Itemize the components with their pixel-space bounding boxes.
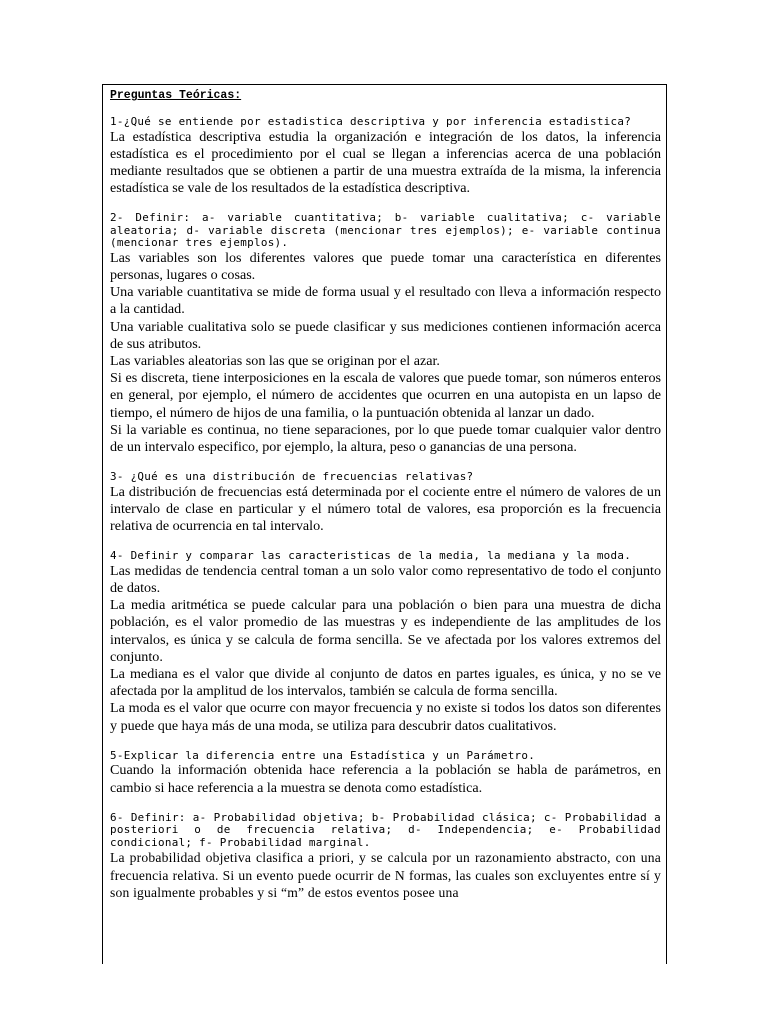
- question-4: 4- Definir y comparar las caracteristicas de la media, la mediana y la moda.: [110, 549, 632, 563]
- answer-4-paragraph: La media aritmética se puede calcular para una población o bien para una muestra de dicha población, es el valor promedio de las muestras y es independiente de las amplitudes de los intervalos, es única y se calcula de forma sencilla. Se ve afectada por los valores extremos del conjunto.: [110, 597, 661, 665]
- answer-2-paragraph: Una variable cuantitativa se mide de forma usual y el resultado con lleva a información respecto a la cantidad.: [110, 284, 661, 318]
- document-frame: [102, 84, 667, 964]
- answer-4-paragraph: Las medidas de tendencia central toman a un solo valor como representativo de todo el conjunto de datos.: [110, 562, 661, 597]
- answer-4-paragraph: La mediana es el valor que divide al conjunto de datos en partes iguales, es única, y no se ve afectada por la amplitud de los intervalos, también se calcula de forma sencilla.: [110, 666, 661, 700]
- answer-3-paragraph: La distribución de frecuencias está determinada por el cociente entre el número de valores de un intervalo de clase en particular y el número total de valores, esa proporción es la frecuencia relativa de ocurrencia en tal intervalo.: [110, 483, 661, 535]
- question-5: 5-Explicar la diferencia entre una Estadística y un Parámetro.: [110, 748, 536, 762]
- question-6: 6- Definir: a- Probabilidad objetiva; b- Probabilidad clásica; c- Probabilidad a posteriori o de frecuencia relativa; d- Independencia; e- Probabilidad condicional; f- Probabilidad marginal.: [110, 810, 661, 849]
- question-2: 2- Definir: a- variable cuantitativa; b- variable cualitativa; c- variable aleatoria; d- variable discreta (mencionar tres ejemplos); e- variable continua (mencionar tres ejemplos).: [110, 211, 661, 250]
- question-3: 3- ¿Qué es una distribución de frecuencias relativas?: [110, 470, 474, 484]
- question-1: 1-¿Qué se entiende por estadistica descriptiva y por inferencia estadistica?: [110, 115, 632, 128]
- answer-2-paragraph: Si la variable es continua, no tiene separaciones, por lo que puede tomar cualquier valor dentro de un intervalo especifico, por ejemplo, la altura, peso o ganancias de una persona.: [110, 421, 661, 456]
- answer-2-paragraph: Una variable cualitativa solo se puede clasificar y sus mediciones contienen información acerca de sus atributos.: [110, 318, 661, 352]
- answer-4-paragraph: La moda es el valor que ocurre con mayor frecuencia y no existe si todos los datos son diferentes y puede que haya más de una moda, se utiliza para descubrir datos cualitativos.: [110, 700, 661, 734]
- answer-2-paragraph: Si es discreta, tiene interposiciones en la escala de valores que puede tomar, son números enteros en general, por ejemplo, el número de accidentes que ocurren en una autopista en un lapso de tiempo, el número de hijos de una familia, o la puntuación obtenida al lanzar un dado.: [110, 370, 661, 421]
- document-content: [110, 85, 661, 901]
- answer-2-paragraph: Las variables aleatorias son las que se originan por el azar.: [110, 353, 440, 370]
- answer-1-paragraph: La estadística descriptiva estudia la organización e integración de los datos, la inferencia estadística es el procedimiento por el cual se llegan a inferencias acerca de una población mediante resultados que se obtienen a partir de una muestra extraída de la misma, la inferencia estadística se vale de los resultados de la estadística descriptiva.: [110, 128, 661, 197]
- answer-6-paragraph: La probabilidad objetiva clasifica a priori, y se calcula por un razonamiento abstracto, con una frecuencia relativa. Si un evento puede ocurrir de N formas, las cuales son excluyentes entre sí y son igualmente probables y si “m” de estos eventos posee una: [110, 850, 661, 900]
- answer-5-paragraph: Cuando la información obtenida hace referencia a la población se habla de parámetros, en cambio si hace referencia a la muestra se denota como estadística.: [110, 762, 661, 796]
- page-heading: Preguntas Teóricas:: [110, 89, 242, 102]
- answer-2-paragraph: Las variables son los diferentes valores que puede tomar una característica en diferentes personas, lugares o cosas.: [110, 249, 661, 284]
